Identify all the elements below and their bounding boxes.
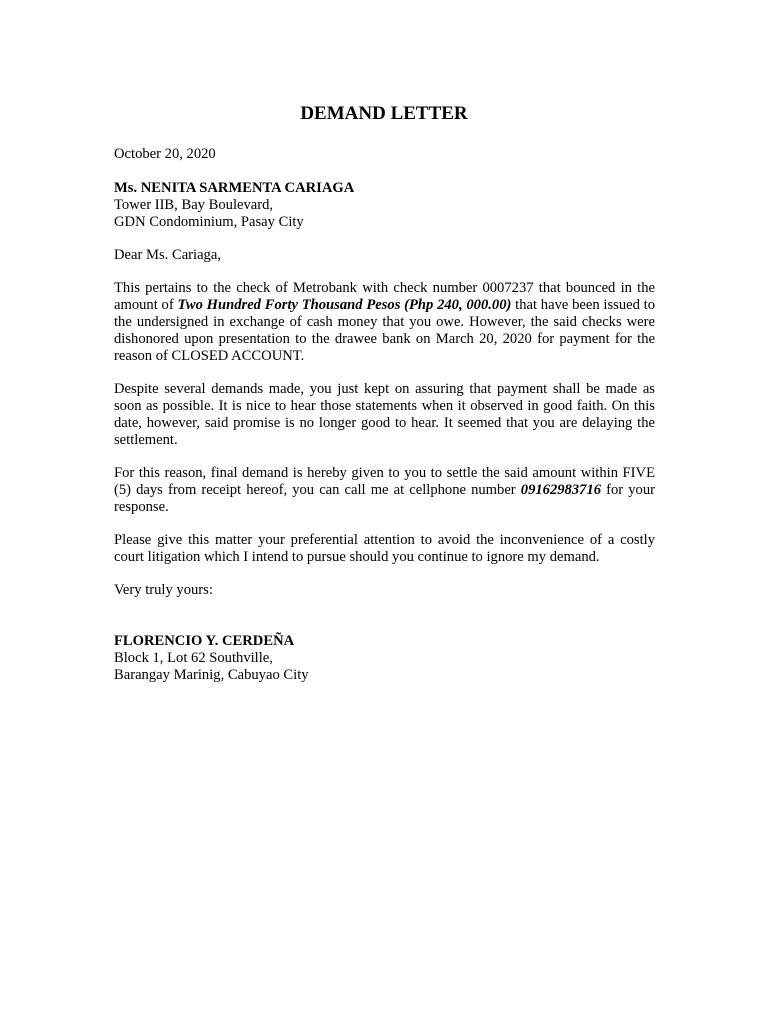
sender-block: [114, 633, 655, 684]
paragraph-litigation-warning: Please give this matter your preferential attention to avoid the inconvenience of a costly court litigation which I intend to pursue should you continue to ignore my demand.: [114, 532, 655, 565]
recipient-address-line-1: Tower IIB, Bay Boulevard,: [114, 197, 274, 213]
closing: Very truly yours:: [114, 582, 213, 598]
salutation: Dear Ms. Cariaga,: [114, 247, 221, 263]
paragraph-1-text-before: This pertains to the check of Metrobank with check number 0007237 that bounced in the amount of: [114, 280, 655, 313]
sender-address-line-1: Block 1, Lot 62 Southville,: [114, 650, 273, 666]
paragraph-check-details: [114, 280, 655, 365]
letter-date: October 20, 2020: [114, 146, 216, 162]
sender-address-line-2: Barangay Marinig, Cabuyao City: [114, 667, 309, 683]
recipient-block: [114, 180, 655, 231]
paragraph-3-text-after: for your response.: [114, 482, 655, 515]
cellphone-number: 09162983716: [520, 482, 602, 498]
letter-title: DEMAND LETTER: [300, 103, 468, 124]
letter-body: [114, 146, 655, 684]
sender-name: FLORENCIO Y. CERDEÑA: [114, 633, 295, 649]
recipient-name: Ms. NENITA SARMENTA CARIAGA: [114, 180, 355, 196]
recipient-address-line-2: GDN Condominium, Pasay City: [114, 214, 304, 230]
amount-emphasis: Two Hundred Forty Thousand Pesos (Php 240, 000.00): [177, 297, 512, 313]
paragraph-demands: Despite several demands made, you just kept on assuring that payment shall be made as soon as possible. It is nice to hear those statements when it observed in good faith. On this date, however, said promise is no longer good to hear. It seemed that you are delaying the settlement.: [114, 381, 655, 448]
paragraph-1-text-after: that have been issued to the undersigned in exchange of cash money that you owe. However, the said checks were dishonored upon presentation to the drawee bank on March 20, 2020 for payment for the reason of CLOSED ACCOUNT.: [114, 297, 656, 364]
paragraph-final-demand: [114, 465, 655, 516]
paragraph-3-text-before: For this reason, final demand is hereby given to you to settle the said amount within FIVE (5) days from receipt hereof, you can call me at cellphone number: [114, 465, 655, 498]
